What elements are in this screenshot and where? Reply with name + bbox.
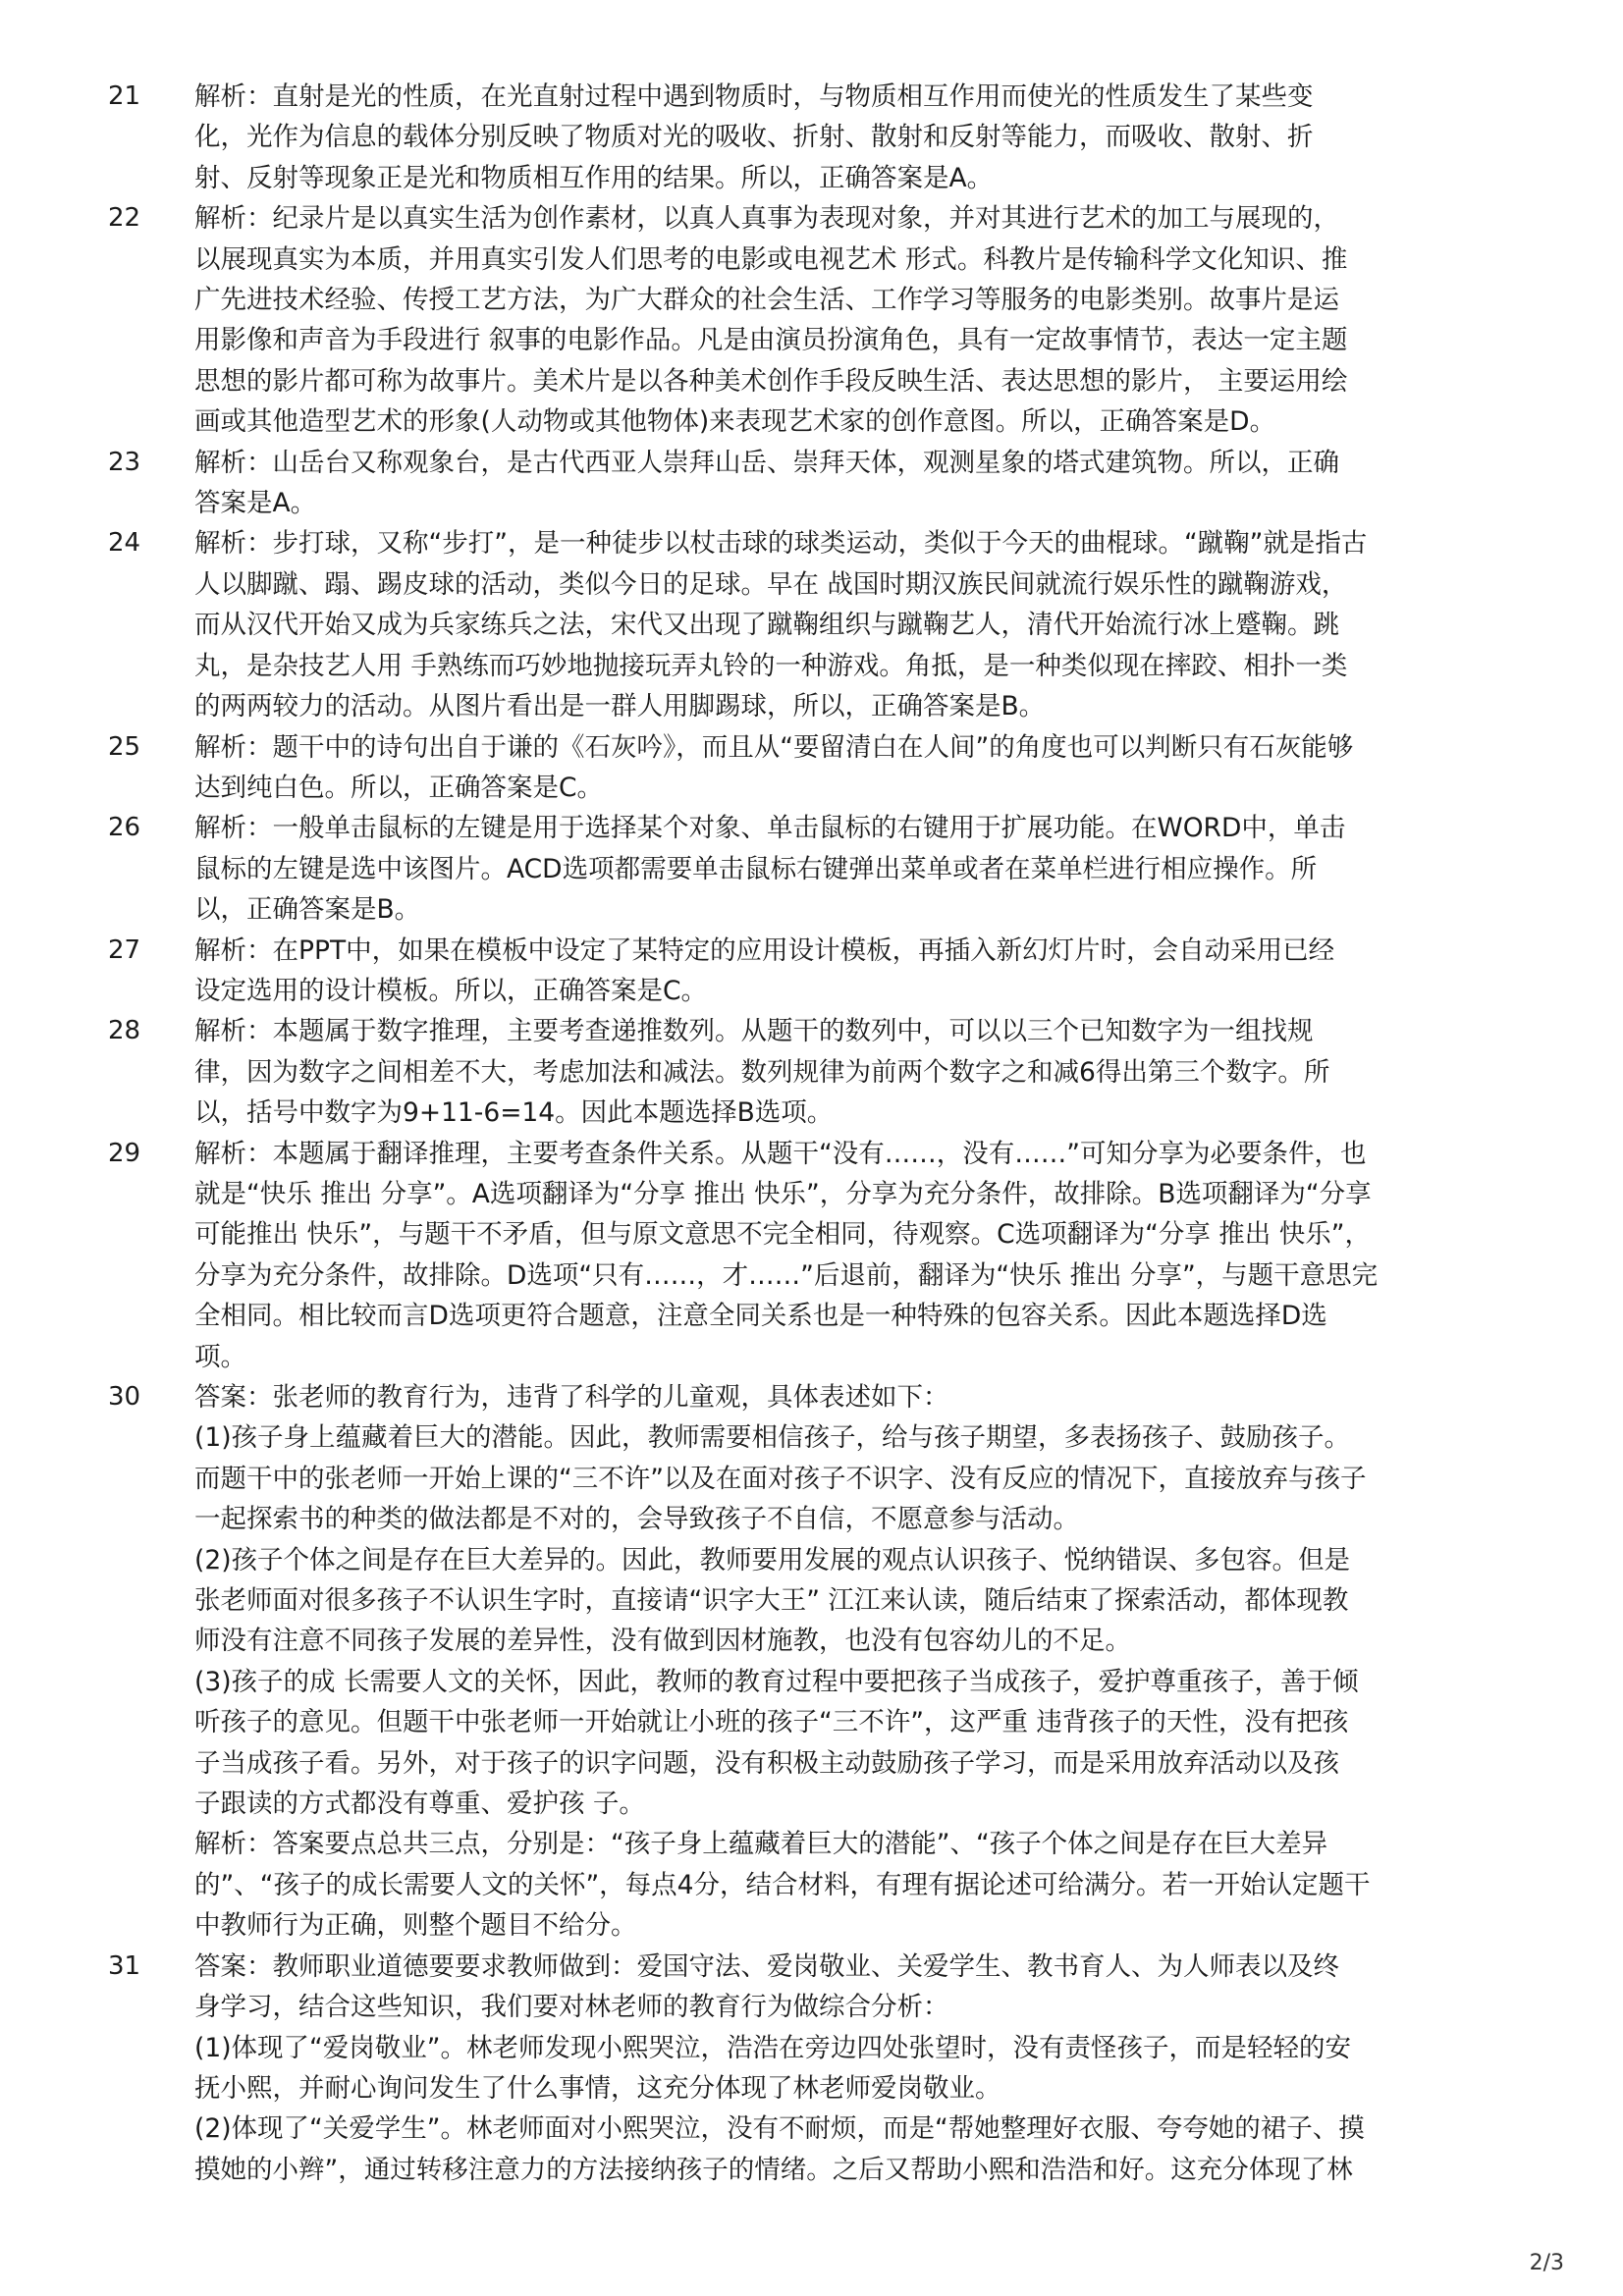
text-line: 解析：本题属于翻译推理，主要考查条件关系。从题干“没有……，没有……”可知分享为必要条件，也 <box>194 1138 1367 1169</box>
answer-list <box>108 77 1502 2190</box>
text-line: 解析：直射是光的性质，在光直射过程中遇到物质时，与物质相互作用而使光的性质发生了某些变 <box>194 81 1314 112</box>
text-line: 达到纯白色。所以，正确答案是C。 <box>194 772 604 803</box>
question-number: 31 <box>108 1950 141 1981</box>
answer-text <box>194 77 1502 198</box>
text-line: 解析：答案要点总共三点，分别是：“孩子身上蕴藏着巨大的潜能”、“孩子个体之间是存在巨大差异 <box>194 1829 1328 1860</box>
question-number: 25 <box>108 731 141 762</box>
text-line: 答案：张老师的教育行为，违背了科学的儿童观，具体表述如下： <box>194 1382 949 1413</box>
answer-text <box>194 523 1502 726</box>
answer-text <box>194 1011 1502 1133</box>
text-line: 子跟读的方式都没有尊重、爱护孩 子。 <box>194 1789 645 1820</box>
text-line: 人以脚蹴、蹋、踢皮球的活动，类似今日的足球。早在 战国时期汉族民间就流行娱乐性的蹴鞠游戏， <box>194 568 1348 600</box>
text-line: 答案：教师职业道德要要求教师做到：爱国守法、爱岗敬业、关爱学生、教书育人、为人师表以及终 <box>194 1950 1339 1982</box>
answer-text <box>194 727 1502 809</box>
answer-item <box>108 1377 1502 1947</box>
text-line: 以，正确答案是B。 <box>194 894 421 926</box>
text-line: 而从汉代开始又成为兵家练兵之法，宋代又出现了蹴鞠组织与蹴鞠艺人，清代开始流行冰上蹙鞠。跳 <box>194 610 1339 641</box>
text-line: 解析：本题属于数字推理，主要考查递推数列。从题干的数列中，可以以三个已知数字为一组找规 <box>194 1016 1314 1047</box>
question-number: 24 <box>108 528 141 559</box>
text-line: 化，光作为信息的载体分别反映了物质对光的吸收、折射、散射和反射等能力，而吸收、散射、折 <box>194 122 1314 153</box>
text-line: 的”、“孩子的成长需要人文的关怀”，每点4分，结合材料，有理有据论述可给满分。若一开始认定题干 <box>194 1869 1371 1900</box>
text-line: 一起探索书的种类的做法都是不对的，会导致孩子不自信，不愿意参与活动。 <box>194 1504 1079 1535</box>
text-line: 可能推出 快乐”，与题干不矛盾，但与原文意思不完全相同，待观察。C选项翻译为“分享 推出 快乐”， <box>194 1219 1371 1251</box>
text-line: (2)体现了“关爱学生”。林老师面对小熙哭泣，没有不耐烦，而是“帮她整理好衣服、夸夸她的裙子、摸 <box>194 2113 1365 2145</box>
question-number: 21 <box>108 81 141 111</box>
question-number: 30 <box>108 1382 141 1412</box>
text-line: 思想的影片都可称为故事片。美术片是以各种美术创作手段反映生活、表达思想的影片， 主要运用绘 <box>194 365 1348 397</box>
text-line: (2)孩子个体之间是存在巨大差异的。因此，教师要用发展的观点认识孩子、悦纳错误、多包容。但是 <box>194 1544 1351 1575</box>
answer-text <box>194 931 1502 1012</box>
text-line: 画或其他造型艺术的形象(人动物或其他物体)来表现艺术家的创作意图。所以，正确答案是D。 <box>194 406 1276 438</box>
text-line: 丸，是杂技艺人用 手熟练而巧妙地抛接玩弄丸铃的一种游戏。角抵，是一种类似现在摔跤、相扑一类 <box>194 650 1348 681</box>
text-line: 解析：题干中的诗句出自于谦的《石灰吟》，而且从“要留清白在人间”的角度也可以判断只有石灰能够 <box>194 731 1354 763</box>
text-line: 设定选用的设计模板。所以，正确答案是C。 <box>194 975 708 1006</box>
answer-text <box>194 1377 1502 1947</box>
answer-item <box>108 443 1502 524</box>
text-line: 全相同。相比较而言D选项更符合题意，注意全同关系也是一种特殊的包容关系。因此本题选择D选 <box>194 1301 1327 1332</box>
text-line: 解析：纪录片是以真实生活为创作素材，以真人真事为表现对象，并对其进行艺术的加工与展现的， <box>194 203 1339 235</box>
text-line: 抚小熙，并耐心询问发生了什么事情，这充分体现了林老师爱岗敬业。 <box>194 2072 1001 2104</box>
answer-item <box>108 808 1502 930</box>
text-line: 解析：步打球，又称“步打”，是一种徒步以杖击球的球类运动，类似于今天的曲棍球。“蹴鞠”就是指古 <box>194 528 1368 560</box>
question-number: 26 <box>108 813 141 843</box>
text-line: (1)孩子身上蕴藏着巨大的潜能。因此，教师需要相信孩子，给与孩子期望，多表扬孩子、鼓励孩子。 <box>194 1422 1351 1454</box>
text-line: 子当成孩子看。另外，对于孩子的识字问题，没有积极主动鼓励孩子学习，而是采用放弃活动以及孩 <box>194 1747 1339 1779</box>
text-line: 分享为充分条件，故排除。D选项“只有……，才……”后退前，翻译为“快乐 推出 分享”，与题干意思完 <box>194 1259 1379 1291</box>
text-line: (3)孩子的成 长需要人文的关怀，因此，教师的教育过程中要把孩子当成孩子，爱护尊重孩子，善于倾 <box>194 1666 1359 1697</box>
text-line: 律，因为数字之间相差不大，考虑加法和减法。数列规律为前两个数字之和减6得出第三个数字。所 <box>194 1056 1330 1088</box>
text-line: 项。 <box>194 1341 246 1372</box>
text-line: 以，括号中数字为9+11-6=14。因此本题选择B选项。 <box>194 1097 834 1129</box>
answer-item <box>108 1011 1502 1133</box>
text-line: 答案是A。 <box>194 488 317 519</box>
text-line: 广先进技术经验、传授工艺方法，为广大群众的社会生活、工作学习等服务的电影类别。故事片是运 <box>194 285 1339 316</box>
text-line: (1)体现了“爱岗敬业”。林老师发现小熙哭泣，浩浩在旁边四处张望时，没有责怪孩子，而是轻轻的安 <box>194 2032 1351 2063</box>
text-line: 以展现真实为本质，并用真实引发人们思考的电影或电视艺术 形式。科教片是传输科学文化知识、推 <box>194 243 1348 275</box>
text-line: 师没有注意不同孩子发展的差异性，没有做到因材施教，也没有包容幼儿的不足。 <box>194 1626 1131 1657</box>
text-line: 射、反射等现象正是光和物质相互作用的结果。所以，正确答案是A。 <box>194 162 994 193</box>
answer-item <box>108 1134 1502 1377</box>
text-line: 就是“快乐 推出 分享”。A选项翻译为“分享 推出 快乐”，分享为充分条件，故排除。B选项翻译为“分享 <box>194 1178 1372 1209</box>
page-number: 2/3 <box>1529 2251 1564 2275</box>
answer-text <box>194 1947 1502 2190</box>
text-line: 张老师面对很多孩子不认识生字时，直接请“识字大王” 江江来认读，随后结束了探索活动，都体现教 <box>194 1585 1349 1617</box>
text-line: 身学习，结合这些知识，我们要对林老师的教育行为做综合分析： <box>194 1992 949 2023</box>
answer-item <box>108 727 1502 809</box>
answer-text <box>194 1134 1502 1377</box>
text-line: 摸她的小辫”，通过转移注意力的方法接纳孩子的情绪。之后又帮助小熙和浩浩和好。这充分体现了林 <box>194 2154 1353 2185</box>
answer-item <box>108 198 1502 442</box>
text-line: 解析：山岳台又称观象台，是古代西亚人崇拜山岳、崇拜天体，观测星象的塔式建筑物。所以，正确 <box>194 447 1339 478</box>
answer-text <box>194 443 1502 524</box>
text-line: 解析：在PPT中，如果在模板中设定了某特定的应用设计模板，再插入新幻灯片时，会自动采用已经 <box>194 934 1335 966</box>
question-number: 28 <box>108 1016 141 1046</box>
text-line: 的两两较力的活动。从图片看出是一群人用脚踢球，所以，正确答案是B。 <box>194 691 1046 722</box>
text-line: 用影像和声音为手段进行 叙事的电影作品。凡是由演员扮演角色，具有一定故事情节，表达一定主题 <box>194 325 1348 356</box>
question-number: 23 <box>108 447 141 477</box>
question-number: 27 <box>108 934 141 965</box>
answer-item <box>108 1947 1502 2190</box>
text-line: 中教师行为正确，则整个题目不给分。 <box>194 1910 637 1942</box>
answer-item <box>108 523 1502 726</box>
text-line: 听孩子的意见。但题干中张老师一开始就让小班的孩子“三不许”，这严重 违背孩子的天性，没有把孩 <box>194 1707 1349 1738</box>
text-line: 鼠标的左键是选中该图片。ACD选项都需要单击鼠标右键弹出菜单或者在菜单栏进行相应操作。所 <box>194 853 1318 884</box>
question-number: 29 <box>108 1138 141 1168</box>
answer-item <box>108 77 1502 198</box>
answer-text <box>194 808 1502 930</box>
question-number: 22 <box>108 203 141 234</box>
answer-item <box>108 931 1502 1012</box>
text-line: 而题干中的张老师一开始上课的“三不许”以及在面对孩子不识字、没有反应的情况下，直接放弃与孩子 <box>194 1463 1367 1494</box>
text-line: 解析：一般单击鼠标的左键是用于选择某个对象、单击鼠标的右键用于扩展功能。在WORD中，单击 <box>194 813 1346 844</box>
answer-text <box>194 198 1502 442</box>
